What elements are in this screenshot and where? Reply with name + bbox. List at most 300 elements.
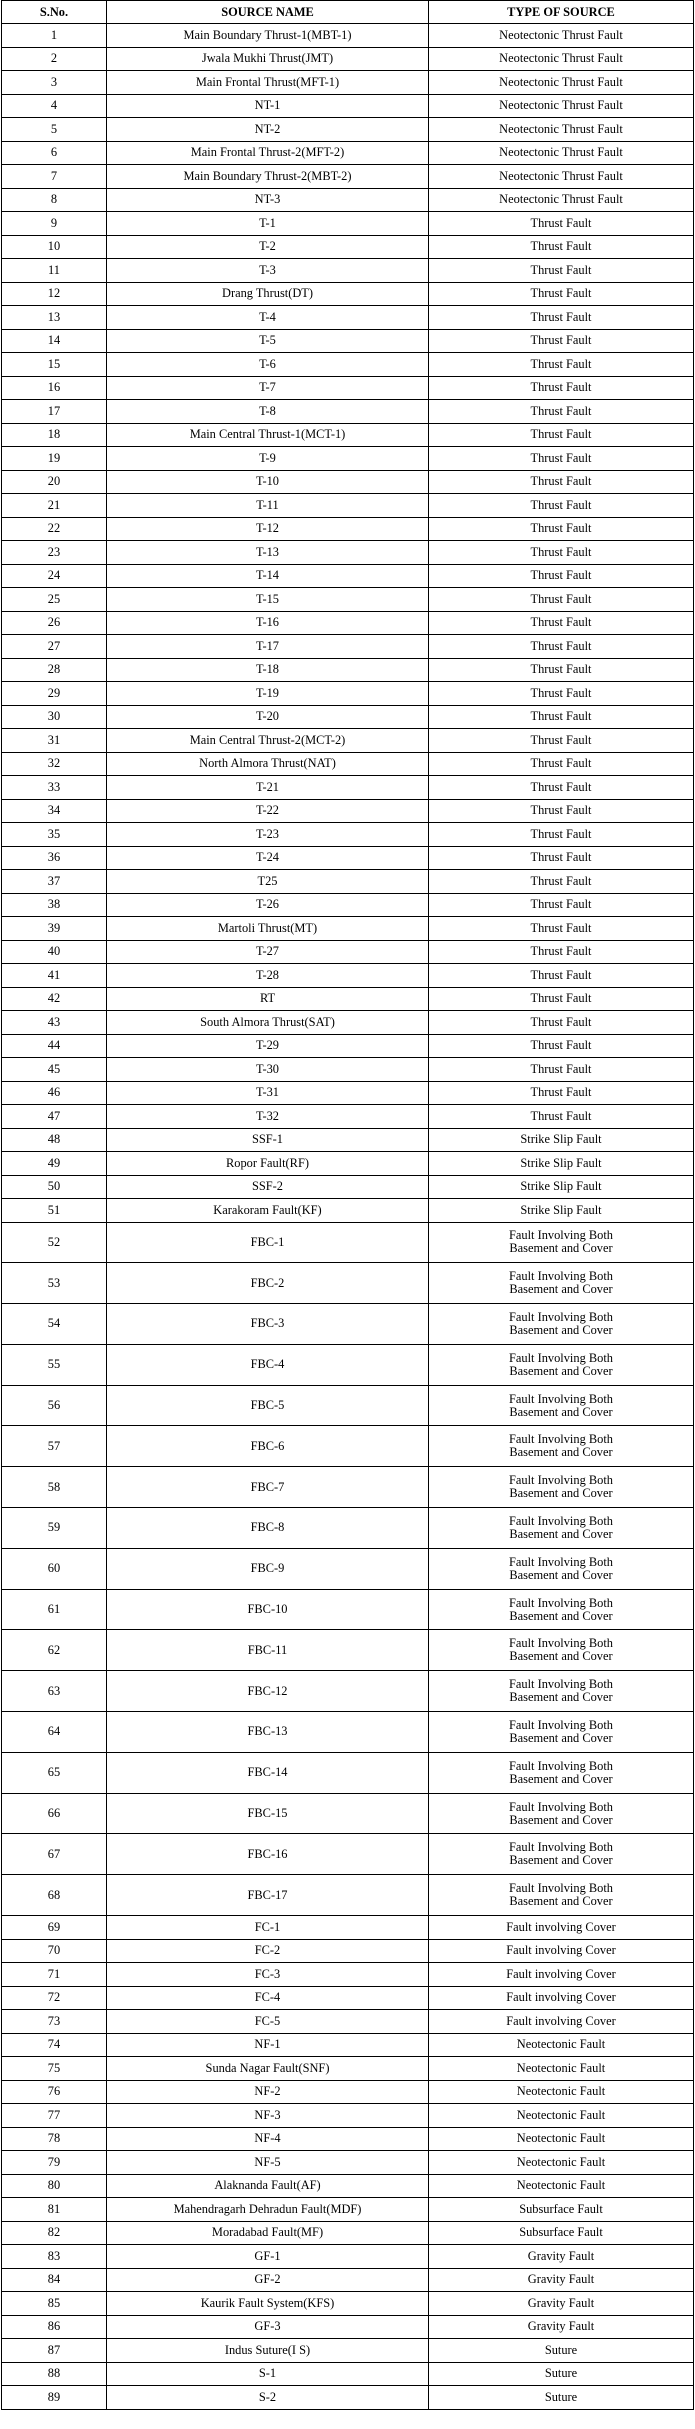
cell-sno: 42 <box>2 987 107 1011</box>
cell-sno: 78 <box>2 2127 107 2151</box>
cell-type-of-source: Fault involving Cover <box>429 1963 694 1987</box>
cell-type-of-source: Gravity Fault <box>429 2268 694 2292</box>
table-row <box>2 1304 694 1345</box>
cell-source-name: NF-2 <box>107 2080 429 2104</box>
cell-type-of-source: Thrust Fault <box>429 282 694 306</box>
cell-type-of-source: Fault involving Cover <box>429 1986 694 2010</box>
cell-sno: 52 <box>2 1222 107 1263</box>
table-row <box>2 2315 694 2339</box>
cell-type-of-source: Thrust Fault <box>429 1081 694 1105</box>
cell-type-of-source: Thrust Fault <box>429 752 694 776</box>
cell-source-name: T-15 <box>107 588 429 612</box>
cell-sno: 51 <box>2 1199 107 1223</box>
cell-type-of-source <box>429 1222 694 1263</box>
cell-type-of-source: Thrust Fault <box>429 588 694 612</box>
type-line-1: Fault Involving Both <box>509 1554 613 1569</box>
cell-source-name: S-1 <box>107 2362 429 2386</box>
cell-sno: 53 <box>2 1263 107 1304</box>
cell-source-name: Main Frontal Thrust-2(MFT-2) <box>107 141 429 165</box>
table-row <box>2 940 694 964</box>
cell-type-of-source: Strike Slip Fault <box>429 1128 694 1152</box>
cell-type-of-source: Strike Slip Fault <box>429 1152 694 1176</box>
cell-type-of-source: Neotectonic Thrust Fault <box>429 71 694 95</box>
cell-type-of-source <box>429 1793 694 1834</box>
cell-source-name: South Almora Thrust(SAT) <box>107 1011 429 1035</box>
cell-sno: 62 <box>2 1630 107 1671</box>
cell-type-of-source <box>429 1630 694 1671</box>
cell-type-of-source: Neotectonic Fault <box>429 2104 694 2128</box>
cell-source-name: Moradabad Fault(MF) <box>107 2221 429 2245</box>
table-row <box>2 47 694 71</box>
table-row <box>2 2127 694 2151</box>
type-line-2: Basement and Cover <box>509 1404 613 1419</box>
cell-source-name: FBC-6 <box>107 1426 429 1467</box>
cell-type-of-source: Thrust Fault <box>429 917 694 941</box>
cell-sno: 67 <box>2 1834 107 1875</box>
cell-source-name: T-14 <box>107 564 429 588</box>
type-line-2: Basement and Cover <box>509 1445 613 1460</box>
cell-sno: 76 <box>2 2080 107 2104</box>
table-row <box>2 1467 694 1508</box>
cell-sno: 48 <box>2 1128 107 1152</box>
cell-source-name: T-8 <box>107 400 429 424</box>
table-row <box>2 1630 694 1671</box>
cell-type-of-source: Thrust Fault <box>429 494 694 518</box>
cell-source-name: FBC-8 <box>107 1508 429 1549</box>
cell-source-name: Main Central Thrust-1(MCT-1) <box>107 423 429 447</box>
type-line-2: Basement and Cover <box>509 1608 613 1623</box>
header-row <box>2 1 694 24</box>
table-row <box>2 1712 694 1753</box>
cell-source-name: Main Frontal Thrust(MFT-1) <box>107 71 429 95</box>
type-line-1: Fault Involving Both <box>509 1513 613 1528</box>
cell-type-of-source: Suture <box>429 2362 694 2386</box>
cell-source-name: T-17 <box>107 635 429 659</box>
cell-source-name: NT-2 <box>107 118 429 142</box>
cell-type-of-source: Thrust Fault <box>429 235 694 259</box>
cell-sno: 82 <box>2 2221 107 2245</box>
cell-sno: 74 <box>2 2033 107 2057</box>
cell-type-of-source: Thrust Fault <box>429 987 694 1011</box>
cell-source-name: NF-5 <box>107 2151 429 2175</box>
cell-sno: 16 <box>2 376 107 400</box>
cell-type-of-source <box>429 1752 694 1793</box>
table-row <box>2 917 694 941</box>
table-row <box>2 1671 694 1712</box>
cell-type-of-source <box>429 1304 694 1345</box>
cell-source-name: FBC-2 <box>107 1263 429 1304</box>
cell-source-name: NF-4 <box>107 2127 429 2151</box>
cell-source-name: Main Central Thrust-2(MCT-2) <box>107 729 429 753</box>
table-row <box>2 799 694 823</box>
cell-type-of-source <box>429 1875 694 1916</box>
cell-source-name: T-4 <box>107 306 429 330</box>
table-row <box>2 235 694 259</box>
cell-type-of-source: Gravity Fault <box>429 2245 694 2269</box>
table-row <box>2 823 694 847</box>
table-row <box>2 705 694 729</box>
table-row <box>2 611 694 635</box>
cell-type-of-source <box>429 1671 694 1712</box>
cell-sno: 85 <box>2 2292 107 2316</box>
table-row <box>2 259 694 283</box>
cell-sno: 47 <box>2 1105 107 1129</box>
cell-type-of-source: Thrust Fault <box>429 870 694 894</box>
cell-type-of-source: Suture <box>429 2339 694 2363</box>
cell-type-of-source: Thrust Fault <box>429 682 694 706</box>
cell-sno: 86 <box>2 2315 107 2339</box>
table-row <box>2 2268 694 2292</box>
table-row <box>2 447 694 471</box>
table-row <box>2 306 694 330</box>
type-line-1: Fault Involving Both <box>509 1799 613 1814</box>
table-row <box>2 893 694 917</box>
cell-source-name: T-24 <box>107 846 429 870</box>
cell-type-of-source: Neotectonic Fault <box>429 2174 694 2198</box>
cell-source-name: T-21 <box>107 776 429 800</box>
cell-type-of-source: Thrust Fault <box>429 1034 694 1058</box>
table-row <box>2 1875 694 1916</box>
cell-sno: 34 <box>2 799 107 823</box>
cell-sno: 61 <box>2 1589 107 1630</box>
cell-source-name: FC-2 <box>107 1939 429 1963</box>
table-row <box>2 1034 694 1058</box>
cell-type-of-source: Thrust Fault <box>429 776 694 800</box>
cell-type-of-source: Thrust Fault <box>429 705 694 729</box>
cell-source-name: T-6 <box>107 353 429 377</box>
cell-type-of-source <box>429 1385 694 1426</box>
table-row <box>2 1548 694 1589</box>
cell-type-of-source: Neotectonic Thrust Fault <box>429 47 694 71</box>
cell-type-of-source: Suture <box>429 2386 694 2410</box>
type-line-2: Basement and Cover <box>509 1649 613 1664</box>
cell-type-of-source: Neotectonic Fault <box>429 2080 694 2104</box>
cell-source-name: T-18 <box>107 658 429 682</box>
cell-sno: 41 <box>2 964 107 988</box>
type-line-1: Fault Involving Both <box>509 1758 613 1773</box>
cell-sno: 40 <box>2 940 107 964</box>
table-row <box>2 1175 694 1199</box>
table-row <box>2 541 694 565</box>
cell-source-name: NF-3 <box>107 2104 429 2128</box>
cell-sno: 12 <box>2 282 107 306</box>
table-row <box>2 1589 694 1630</box>
table-row <box>2 870 694 894</box>
table-row <box>2 165 694 189</box>
cell-sno: 13 <box>2 306 107 330</box>
header-source-name: SOURCE NAME <box>107 1 429 24</box>
table-row <box>2 658 694 682</box>
cell-source-name: Alaknanda Fault(AF) <box>107 2174 429 2198</box>
cell-source-name: T-27 <box>107 940 429 964</box>
cell-type-of-source <box>429 1834 694 1875</box>
cell-sno: 83 <box>2 2245 107 2269</box>
cell-sno: 46 <box>2 1081 107 1105</box>
cell-type-of-source <box>429 1344 694 1385</box>
cell-sno: 4 <box>2 94 107 118</box>
type-line-1: Fault Involving Both <box>509 1432 613 1447</box>
table-row <box>2 1793 694 1834</box>
type-line-2: Basement and Cover <box>509 1894 613 1909</box>
type-line-1: Fault Involving Both <box>509 1350 613 1365</box>
cell-source-name: T-5 <box>107 329 429 353</box>
cell-source-name: NT-1 <box>107 94 429 118</box>
cell-type-of-source: Thrust Fault <box>429 1011 694 1035</box>
cell-sno: 80 <box>2 2174 107 2198</box>
cell-type-of-source: Neotectonic Fault <box>429 2151 694 2175</box>
cell-type-of-source: Thrust Fault <box>429 823 694 847</box>
cell-sno: 37 <box>2 870 107 894</box>
cell-sno: 79 <box>2 2151 107 2175</box>
type-line-1: Fault Involving Both <box>509 1677 613 1692</box>
table-row <box>2 1916 694 1940</box>
cell-type-of-source: Thrust Fault <box>429 799 694 823</box>
cell-type-of-source: Fault involving Cover <box>429 1916 694 1940</box>
cell-sno: 36 <box>2 846 107 870</box>
table-row <box>2 494 694 518</box>
cell-type-of-source: Strike Slip Fault <box>429 1199 694 1223</box>
table-row <box>2 1385 694 1426</box>
cell-source-name: SSF-2 <box>107 1175 429 1199</box>
cell-type-of-source: Thrust Fault <box>429 893 694 917</box>
cell-sno: 55 <box>2 1344 107 1385</box>
cell-type-of-source: Thrust Fault <box>429 306 694 330</box>
cell-sno: 84 <box>2 2268 107 2292</box>
cell-type-of-source: Thrust Fault <box>429 846 694 870</box>
cell-source-name: Main Boundary Thrust-1(MBT-1) <box>107 24 429 48</box>
cell-sno: 60 <box>2 1548 107 1589</box>
table-row <box>2 776 694 800</box>
cell-sno: 14 <box>2 329 107 353</box>
cell-sno: 88 <box>2 2362 107 2386</box>
cell-type-of-source: Thrust Fault <box>429 447 694 471</box>
cell-sno: 26 <box>2 611 107 635</box>
cell-source-name: FBC-17 <box>107 1875 429 1916</box>
cell-source-name: T-13 <box>107 541 429 565</box>
cell-type-of-source: Neotectonic Thrust Fault <box>429 24 694 48</box>
type-line-2: Basement and Cover <box>509 1812 613 1827</box>
cell-sno: 29 <box>2 682 107 706</box>
type-line-2: Basement and Cover <box>509 1322 613 1337</box>
cell-source-name: T-7 <box>107 376 429 400</box>
cell-type-of-source <box>429 1467 694 1508</box>
cell-type-of-source: Fault involving Cover <box>429 2010 694 2034</box>
cell-sno: 57 <box>2 1426 107 1467</box>
cell-sno: 5 <box>2 118 107 142</box>
cell-type-of-source: Thrust Fault <box>429 376 694 400</box>
type-line-2: Basement and Cover <box>509 1241 613 1256</box>
cell-source-name: T-20 <box>107 705 429 729</box>
cell-sno: 6 <box>2 141 107 165</box>
type-line-1: Fault Involving Both <box>509 1269 613 1284</box>
table-row <box>2 2221 694 2245</box>
cell-sno: 17 <box>2 400 107 424</box>
cell-source-name: Drang Thrust(DT) <box>107 282 429 306</box>
table-row <box>2 1963 694 1987</box>
table-row <box>2 423 694 447</box>
cell-sno: 27 <box>2 635 107 659</box>
cell-type-of-source: Thrust Fault <box>429 423 694 447</box>
cell-source-name: Kaurik Fault System(KFS) <box>107 2292 429 2316</box>
cell-sno: 44 <box>2 1034 107 1058</box>
table-row <box>2 141 694 165</box>
cell-type-of-source: Thrust Fault <box>429 212 694 236</box>
cell-sno: 32 <box>2 752 107 776</box>
type-line-1: Fault Involving Both <box>509 1473 613 1488</box>
table-row <box>2 588 694 612</box>
table-row <box>2 2174 694 2198</box>
table-row <box>2 1426 694 1467</box>
cell-type-of-source: Thrust Fault <box>429 564 694 588</box>
table-row <box>2 2104 694 2128</box>
cell-sno: 15 <box>2 353 107 377</box>
cell-type-of-source: Thrust Fault <box>429 1058 694 1082</box>
cell-source-name: FBC-4 <box>107 1344 429 1385</box>
cell-type-of-source: Thrust Fault <box>429 658 694 682</box>
cell-type-of-source: Gravity Fault <box>429 2315 694 2339</box>
table-row <box>2 2033 694 2057</box>
cell-sno: 43 <box>2 1011 107 1035</box>
table-row <box>2 2198 694 2222</box>
cell-source-name: GF-2 <box>107 2268 429 2292</box>
cell-source-name: FC-4 <box>107 1986 429 2010</box>
type-line-2: Basement and Cover <box>509 1690 613 1705</box>
type-line-1: Fault Involving Both <box>509 1840 613 1855</box>
cell-type-of-source: Neotectonic Fault <box>429 2033 694 2057</box>
cell-sno: 70 <box>2 1939 107 1963</box>
cell-source-name: North Almora Thrust(NAT) <box>107 752 429 776</box>
cell-source-name: T-23 <box>107 823 429 847</box>
cell-source-name: FBC-12 <box>107 1671 429 1712</box>
cell-source-name: T-30 <box>107 1058 429 1082</box>
table-row <box>2 1105 694 1129</box>
type-line-2: Basement and Cover <box>509 1363 613 1378</box>
cell-source-name: SSF-1 <box>107 1128 429 1152</box>
cell-sno: 11 <box>2 259 107 283</box>
cell-source-name: T-22 <box>107 799 429 823</box>
cell-sno: 38 <box>2 893 107 917</box>
cell-sno: 58 <box>2 1467 107 1508</box>
table-row <box>2 752 694 776</box>
cell-type-of-source <box>429 1263 694 1304</box>
table-row <box>2 2080 694 2104</box>
cell-sno: 77 <box>2 2104 107 2128</box>
table-row <box>2 470 694 494</box>
table-row <box>2 987 694 1011</box>
cell-source-name: T-9 <box>107 447 429 471</box>
cell-source-name: FBC-10 <box>107 1589 429 1630</box>
cell-type-of-source: Neotectonic Fault <box>429 2127 694 2151</box>
cell-sno: 50 <box>2 1175 107 1199</box>
cell-sno: 21 <box>2 494 107 518</box>
cell-type-of-source: Subsurface Fault <box>429 2221 694 2245</box>
cell-sno: 73 <box>2 2010 107 2034</box>
table-row <box>2 564 694 588</box>
cell-sno: 25 <box>2 588 107 612</box>
cell-source-name: T-11 <box>107 494 429 518</box>
table-row <box>2 846 694 870</box>
cell-sno: 59 <box>2 1508 107 1549</box>
cell-type-of-source <box>429 1426 694 1467</box>
cell-source-name: Indus Suture(I S) <box>107 2339 429 2363</box>
cell-type-of-source: Thrust Fault <box>429 329 694 353</box>
cell-type-of-source: Neotectonic Thrust Fault <box>429 165 694 189</box>
cell-source-name: Sunda Nagar Fault(SNF) <box>107 2057 429 2081</box>
cell-source-name: FC-1 <box>107 1916 429 1940</box>
cell-sno: 72 <box>2 1986 107 2010</box>
table-row <box>2 1199 694 1223</box>
type-line-2: Basement and Cover <box>509 1771 613 1786</box>
cell-sno: 19 <box>2 447 107 471</box>
cell-source-name: T-19 <box>107 682 429 706</box>
cell-sno: 23 <box>2 541 107 565</box>
cell-source-name: Martoli Thrust(MT) <box>107 917 429 941</box>
table-row <box>2 1263 694 1304</box>
cell-sno: 49 <box>2 1152 107 1176</box>
table-row <box>2 24 694 48</box>
table-row <box>2 517 694 541</box>
table-row <box>2 1752 694 1793</box>
cell-sno: 20 <box>2 470 107 494</box>
cell-source-name: FBC-1 <box>107 1222 429 1263</box>
cell-source-name: GF-3 <box>107 2315 429 2339</box>
table-row <box>2 1128 694 1152</box>
cell-sno: 10 <box>2 235 107 259</box>
table-row <box>2 1152 694 1176</box>
type-line-2: Basement and Cover <box>509 1567 613 1582</box>
table-row <box>2 188 694 212</box>
cell-sno: 68 <box>2 1875 107 1916</box>
type-line-2: Basement and Cover <box>509 1486 613 1501</box>
cell-source-name: T-1 <box>107 212 429 236</box>
cell-type-of-source: Gravity Fault <box>429 2292 694 2316</box>
cell-source-name: FC-3 <box>107 1963 429 1987</box>
type-line-2: Basement and Cover <box>509 1526 613 1541</box>
cell-source-name: S-2 <box>107 2386 429 2410</box>
cell-type-of-source: Neotectonic Fault <box>429 2057 694 2081</box>
table-row <box>2 118 694 142</box>
cell-type-of-source: Strike Slip Fault <box>429 1175 694 1199</box>
cell-source-name: T-3 <box>107 259 429 283</box>
table-row <box>2 400 694 424</box>
cell-source-name: Jwala Mukhi Thrust(JMT) <box>107 47 429 71</box>
cell-type-of-source: Fault involving Cover <box>429 1939 694 1963</box>
table-header <box>2 1 694 24</box>
type-line-1: Fault Involving Both <box>509 1595 613 1610</box>
cell-type-of-source: Neotectonic Thrust Fault <box>429 94 694 118</box>
table-row <box>2 1058 694 1082</box>
type-line-2: Basement and Cover <box>509 1282 613 1297</box>
seismic-sources-table <box>1 0 694 2410</box>
cell-type-of-source: Thrust Fault <box>429 729 694 753</box>
cell-source-name: T-26 <box>107 893 429 917</box>
table-row <box>2 2245 694 2269</box>
cell-type-of-source: Neotectonic Thrust Fault <box>429 188 694 212</box>
table-row <box>2 1344 694 1385</box>
cell-sno: 24 <box>2 564 107 588</box>
cell-sno: 22 <box>2 517 107 541</box>
cell-sno: 45 <box>2 1058 107 1082</box>
cell-sno: 7 <box>2 165 107 189</box>
type-line-2: Basement and Cover <box>509 1853 613 1868</box>
table-row <box>2 1081 694 1105</box>
table-row <box>2 1508 694 1549</box>
cell-sno: 66 <box>2 1793 107 1834</box>
cell-source-name: T-29 <box>107 1034 429 1058</box>
cell-sno: 9 <box>2 212 107 236</box>
cell-sno: 30 <box>2 705 107 729</box>
cell-type-of-source: Thrust Fault <box>429 400 694 424</box>
